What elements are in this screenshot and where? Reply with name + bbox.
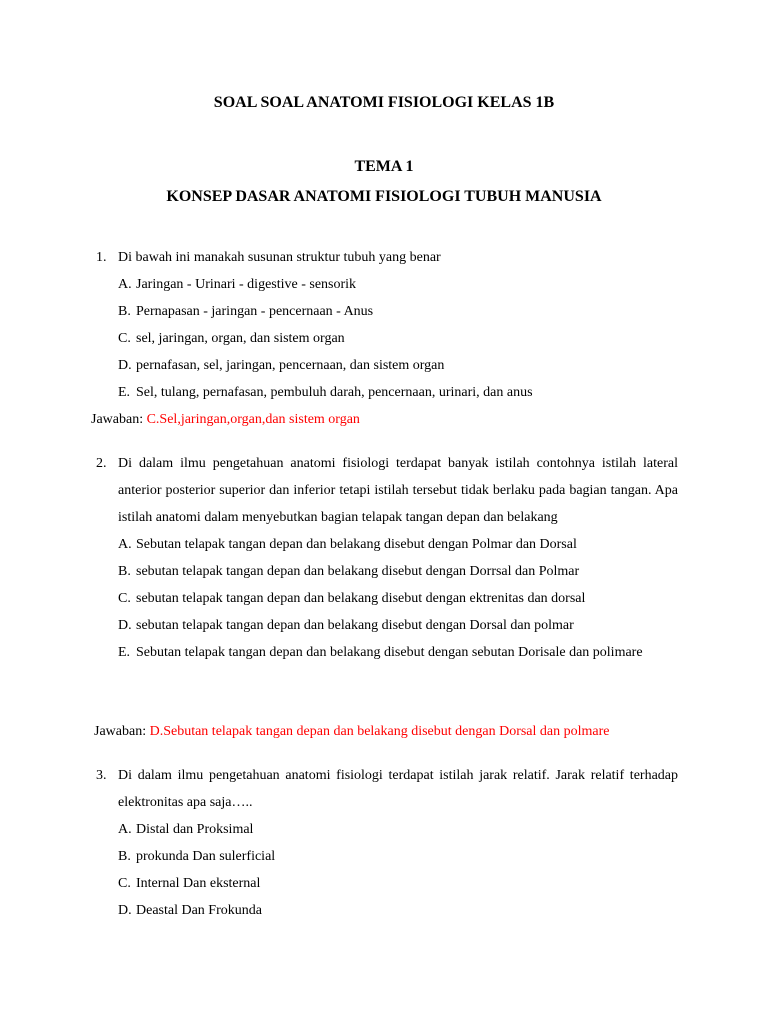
option-text: sel, jaringan, organ, dan sistem organ [136,331,345,346]
option-c [118,325,678,352]
option-a [118,816,678,843]
option-letter: D. [118,903,132,918]
question-stem [96,450,678,531]
answer-prefix: Jawaban: [91,412,144,427]
option-e [118,379,678,406]
question-number: 3. [96,768,107,783]
option-text: Pernapasan - jaringan - pencernaan - Anus [136,304,374,319]
option-a [118,531,678,558]
option-c [118,870,678,897]
option-text: pernafasan, sel, jaringan, pencernaan, dan sistem organ [136,358,445,373]
option-letter: B. [118,304,131,319]
option-text: sebutan telapak tangan depan dan belakang disebut dengan Dorrsal dan Polmar [136,564,580,579]
option-e [118,639,678,666]
option-text: Sebutan telapak tangan depan dan belakang disebut dengan Polmar dan Dorsal [136,537,577,552]
option-letter: C. [118,331,131,346]
question-text: Di bawah ini manakah susunan struktur tubuh yang benar [118,250,441,265]
options-list [118,816,678,924]
answer-value: C.Sel,jaringan,organ,dan sistem organ [146,412,360,427]
option-b [118,558,678,585]
document-title: SOAL SOAL ANATOMI FISIOLOGI KELAS 1B [213,94,555,111]
option-text: sebutan telapak tangan depan dan belakang disebut dengan ektrenitas dan dorsal [136,591,586,606]
option-a [118,271,678,298]
option-letter: C. [118,876,131,891]
option-letter: D. [118,358,132,373]
option-text: sebutan telapak tangan depan dan belakang disebut dengan Dorsal dan polmar [136,618,574,633]
option-b [118,843,678,870]
answer-1 [91,406,360,433]
option-text: prokunda Dan sulerficial [136,849,276,864]
option-letter: D. [118,618,132,633]
subtitle-heading: KONSEP DASAR ANATOMI FISIOLOGI TUBUH MANUSIA [166,188,602,205]
option-d [118,612,678,639]
option-text: Sebutan telapak tangan depan dan belakang disebut dengan sebutan Dorisale dan polimare [136,645,643,660]
options-list [118,271,678,406]
question-text: Di dalam ilmu pengetahuan anatomi fisiologi terdapat banyak istilah contohnya istilah lateral anterior posterior superior dan inferior tetapi istilah tersebut tidak berlaku pada bagian tangan. Apa istilah anatomi dalam menyebutkan bagian telapak tangan depan dan belakang [118,456,678,525]
option-letter: A. [118,822,132,837]
option-text: Internal Dan eksternal [136,876,261,891]
question-text: Di dalam ilmu pengetahuan anatomi fisiologi terdapat istilah jarak relatif. Jarak relatif terhadap elektronitas apa saja….. [118,768,678,810]
question-number: 2. [96,456,107,471]
option-letter: E. [118,385,131,400]
question-1 [96,244,678,406]
answer-prefix: Jawaban: [94,724,147,739]
option-text: Distal dan Proksimal [136,822,254,837]
option-d [118,897,678,924]
option-letter: E. [118,645,131,660]
option-letter: C. [118,591,131,606]
option-letter: B. [118,564,131,579]
option-c [118,585,678,612]
option-letter: B. [118,849,131,864]
option-b [118,298,678,325]
question-stem [96,244,678,271]
option-letter: A. [118,537,132,552]
options-list [118,531,678,666]
question-2 [96,450,678,666]
option-text: Sel, tulang, pernafasan, pembuluh darah, pencernaan, urinari, dan anus [136,385,533,400]
question-number: 1. [96,250,107,265]
theme-heading: TEMA 1 [354,158,414,175]
question-3 [96,762,678,924]
question-stem [96,762,678,816]
option-text: Jaringan - Urinari - digestive - sensorik [136,277,357,292]
option-text: Deastal Dan Frokunda [136,903,262,918]
option-d [118,352,678,379]
option-letter: A. [118,277,132,292]
answer-2 [94,718,610,745]
answer-value: D.Sebutan telapak tangan depan dan belakang disebut dengan Dorsal dan polmare [149,724,610,739]
